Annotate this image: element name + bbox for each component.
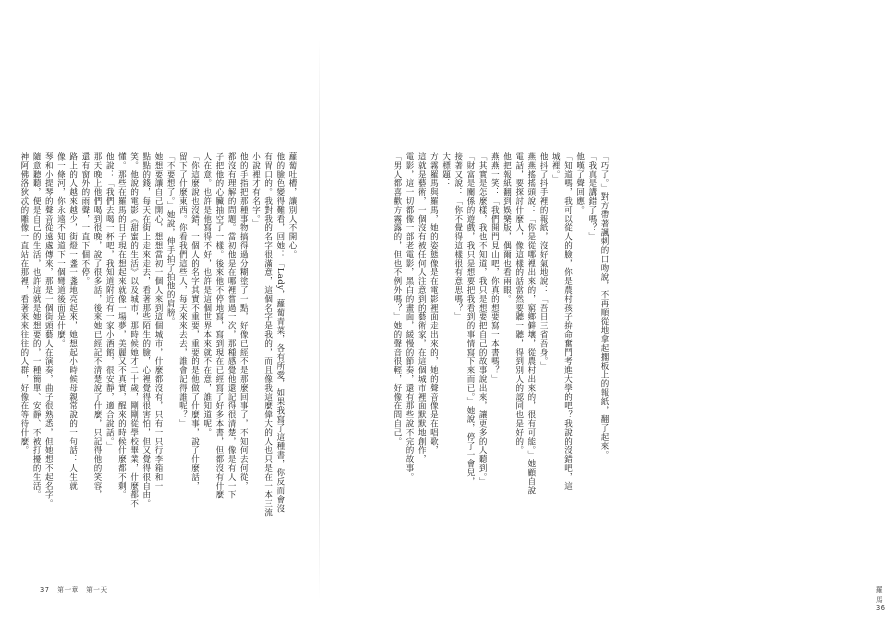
text-column: 他的臉色變得難看，回她：「Lady，蘿蔔青菜，各有所愛，如果我寫了這種書，你反而會沒 [274, 152, 285, 513]
left-page [0, 0, 320, 640]
text-column: 像一條河，你永遠不知道下一個彎道後面是什麼。 [55, 152, 66, 348]
text-column: 「你這麼說也沒錯，一個人的名字其實不重要，重要的是他做了什麼事，說了什麼話， [189, 152, 200, 491]
text-column: 路上的人越來越少，街燈一盞一盞地亮起來，她想起小時候母親常說的一句話：人生就 [67, 152, 78, 491]
text-column: 燕燕搖搖頭說：「你是從哪裡出來的，窮鄉僻壤，從農村出來的，很有可能。」她顧自說 [525, 152, 536, 495]
text-column: 都沒有理解的問題。當初他是在哪裡嘗過一次，那種感覺他還記得很清楚，像是有人一下 [226, 152, 237, 500]
text-column: 琴和小提琴的聲音從遠處傳來，那是一個街頭藝人在演奏，曲子很熟悉，但她想不起名字。 [43, 152, 54, 508]
left-page-text [18, 152, 297, 517]
text-column: 「其實是怎麼樣，我也不知道，我只是想要把自己的故事說出來，讓更多的人聽到。」 [477, 152, 488, 486]
text-column: 燕燕一笑：「我們開門見山吧，你真的想要寫一本書嗎？」 [489, 152, 500, 384]
text-column: 「巧了。」對方帶著諷刺的口吻說，不再順從地拿起擱板上的報紙，翻了起來。 [599, 152, 609, 460]
text-column: 「知道嗎，我可以從人的臉，你是農村孩子拚命奮鬥考進大學的吧？我說的沒錯吧，這 [562, 152, 573, 491]
text-column: 他說：「我們去喝一杯吧，我知道附近有一家小酒館，很安靜，適合說話。」 [104, 152, 115, 451]
left-running-header: 第一章 第一天 [57, 586, 108, 594]
text-column: 他把報紙翻到娛樂版，偶爾也看兩眼。 [501, 152, 512, 304]
text-column: 接著又說：「你不覺得這樣很有意思嗎？」 [452, 152, 463, 322]
text-column: 城裡。」 [550, 152, 561, 184]
text-column: 那天晚上他們喝到很晚，說了很多話，後來她已經記不清楚說了什麼，只記得他的笑容， [92, 152, 102, 500]
text-column: 神阿佛洛狄忒的雕像一直站在那裡，看著來來往往的人群，好像在等待什麼。 [18, 152, 29, 455]
text-column: 子把他的心臟抽空了一樣。後來他不停地寫，寫到現在已經寫了好多本書，但都沒有什麼 [213, 152, 224, 500]
text-column: 電話，要探討什麼人，像這樣的話當然要聽一聽，得到別人的認同也是好的。 [513, 152, 524, 455]
text-column: 她想要讓自己開心，想想當初一個人來到這個城市，什麼都沒有，只有一只行李箱和一 [152, 152, 163, 491]
text-column: 「不要想了。」她說，伸手拍了拍他的肩膀。 [165, 152, 176, 326]
text-column: 他的手指把那種事物搞得過分糊塗了一點，好像已經不是那麼回事了，不知何去何從， [238, 152, 249, 491]
text-column: 大標題： [440, 152, 451, 188]
text-column: 笑。他說的電影《甜蜜的生活》以及城市，那時候她才二十歲，剛剛從學校畢業，什麼都不 [128, 152, 139, 508]
text-column: 「男人都喜歡方霧露的，但也不例外嗎？」她的聲音很輕，好像在問自己。 [391, 152, 402, 446]
right-page [320, 0, 886, 640]
right-page-number: 36 [876, 604, 886, 612]
text-column: 這就是藝術，一個沒有被任何人注意到的藝術家，在這個城市裡面默默地創作， [416, 152, 427, 464]
text-column: 電影，這一切都像一部老電影，黑白的畫面，緩慢的節奏，還有那些說不完的故事。 [404, 152, 414, 482]
text-column: 方霧羅馬與羅馬，她的姿態像是在電影裡面走出來的，她的聲音像是在唱歌， [428, 152, 439, 455]
text-column: 「財富是關係的遊戲，我只是想要把我看到的事情寫下來而已。」她說，停了一會兒， [464, 152, 475, 486]
text-column: 點點的錢，每天在街上走來走去，看著那些陌生的臉，心裡覺得很害怕，但又覺得很自由。 [140, 152, 151, 508]
left-page-number: 37 [40, 586, 50, 594]
text-column: 蘿蔔吐槽，讓別人不開心。 [287, 152, 297, 259]
text-column: 還有窗外的雨聲，一直下個不停。 [79, 152, 90, 286]
text-column: 有胃口的。我對我的名字很滿意，這個名字是我的，而且像我這麼偉大的人也只是在一本三流 [262, 152, 273, 517]
text-column: 他嘆了聲回應。 [574, 152, 585, 215]
text-column: 小說裡才有名字。」 [250, 152, 261, 228]
text-column: 「我真是講錯了嗎？」 [586, 152, 597, 241]
text-column: 人在意。也許是他寫得不好，也許是這個世界本來就不在意，誰知道呢。 [201, 152, 212, 437]
text-column: 懂。那些在羅馬的日子現在想起來就像一場夢，美麗又不真實，醒來的時候什麼都不剩。 [116, 152, 127, 500]
right-page-text [338, 152, 608, 512]
text-column: 留下了什麼東西。你看我們這些人，每天來來去去，誰會記得誰呢？」 [177, 152, 188, 428]
right-running-header: 羅馬 [876, 586, 884, 604]
text-column: 他抖了抖手裡的報紙，沒好氣地說：「吾日三省吾身。」 [538, 152, 549, 371]
right-page-footer [876, 584, 891, 612]
text-column: 隨意聽聽，便是自己的生活，也許這就是她想要的，一種簡單、安靜、不被打擾的生活。 [31, 152, 42, 500]
left-page-footer [40, 584, 113, 594]
